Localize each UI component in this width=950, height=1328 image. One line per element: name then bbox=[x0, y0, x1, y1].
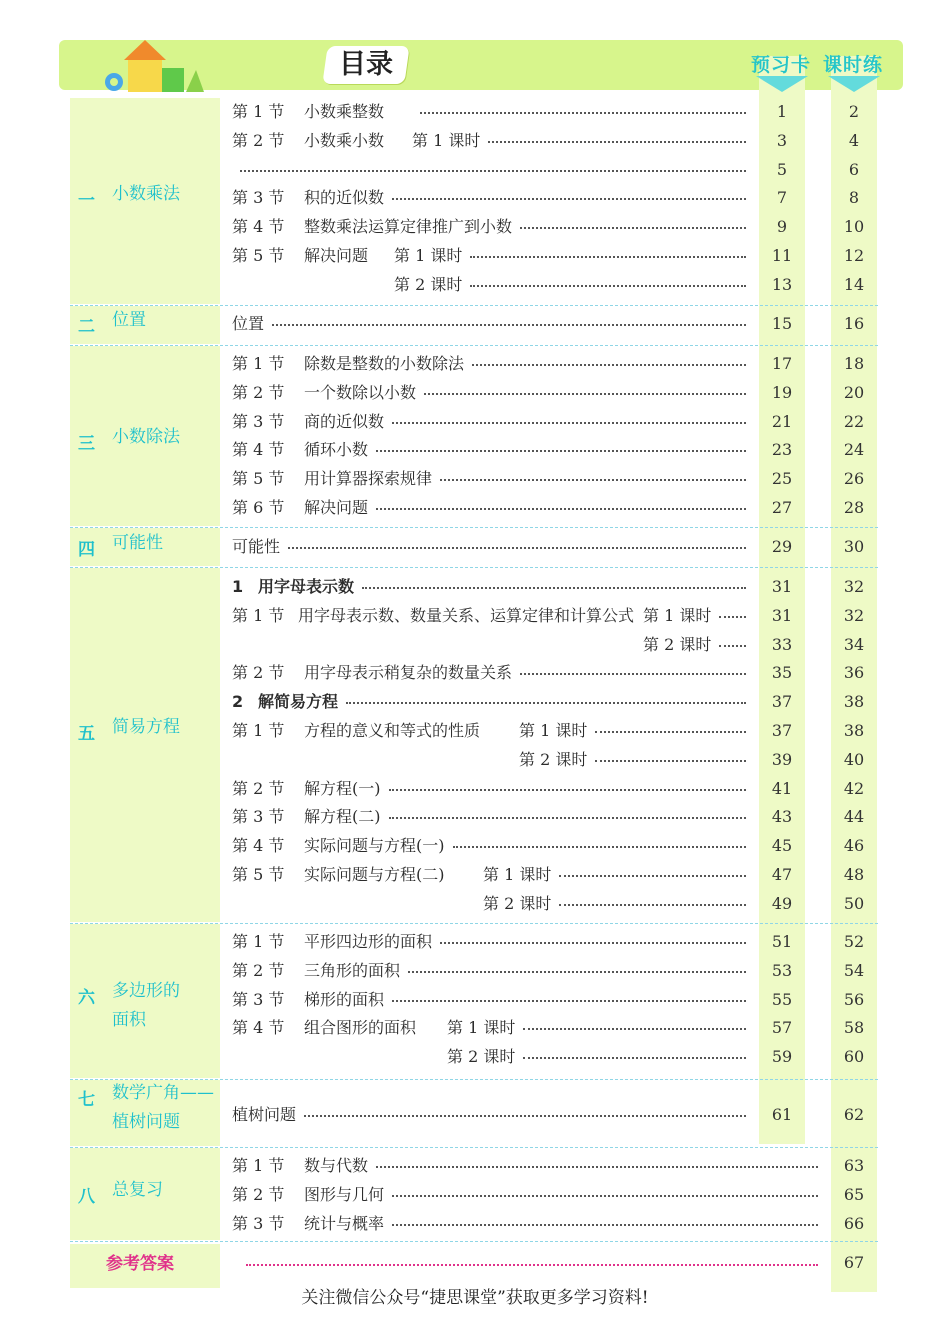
leader-dots bbox=[424, 393, 746, 395]
section-title: 位置 bbox=[232, 314, 265, 333]
leader-dots bbox=[523, 1057, 746, 1059]
practice-page-number: 24 bbox=[843, 440, 865, 460]
toc-row[interactable] bbox=[304, 1181, 818, 1209]
practice-page-number: 14 bbox=[843, 274, 865, 294]
preview-page-number: 49 bbox=[771, 893, 793, 913]
leader-dots bbox=[559, 904, 746, 906]
unit-number: 五 bbox=[78, 724, 95, 744]
section-number: 第 5 节 bbox=[232, 246, 285, 265]
leader-dots bbox=[520, 673, 746, 675]
toc-row[interactable] bbox=[232, 1101, 746, 1129]
toc-row[interactable] bbox=[304, 803, 746, 831]
lesson-label: 第 1 课时 bbox=[643, 605, 712, 625]
section-number: 第 1 节 bbox=[232, 1156, 285, 1175]
leader-dots bbox=[472, 364, 746, 366]
preview-page-number: 29 bbox=[771, 537, 793, 556]
section-number: 第 2 节 bbox=[232, 130, 285, 150]
unit-name[interactable]: 小数乘法 bbox=[112, 184, 180, 204]
leader-dots bbox=[488, 141, 746, 143]
lesson-label: 第 1 课时 bbox=[412, 130, 481, 150]
preview-page-number: 35 bbox=[771, 663, 793, 683]
unit-number: 二 bbox=[78, 317, 95, 337]
leader-dots bbox=[595, 731, 746, 733]
practice-page-number: 4 bbox=[848, 130, 860, 150]
unit-number: 七 bbox=[78, 1090, 95, 1110]
unit-number: 四 bbox=[78, 540, 95, 560]
section-number: 第 3 节 bbox=[232, 807, 285, 827]
toc-row[interactable] bbox=[447, 1014, 746, 1042]
leader-dots bbox=[272, 324, 746, 326]
section-title: 小数乘小数 bbox=[304, 130, 385, 150]
toc-row[interactable] bbox=[304, 213, 746, 241]
section-title: 实际问题与方程(二) bbox=[304, 865, 445, 884]
toc-row[interactable] bbox=[304, 379, 746, 407]
practice-page-number: 36 bbox=[843, 663, 865, 683]
toc-row[interactable] bbox=[483, 890, 746, 918]
toc-row[interactable] bbox=[304, 436, 746, 464]
section-number: 第 3 节 bbox=[232, 411, 285, 431]
toc-row[interactable] bbox=[232, 310, 746, 338]
toc-row[interactable] bbox=[232, 533, 746, 561]
section-number: 第 3 节 bbox=[232, 1213, 285, 1233]
section-title: 用字母表示数、数量关系、运算定律和计算公式 bbox=[298, 605, 635, 625]
leader-dots bbox=[420, 112, 746, 114]
practice-page-number: 34 bbox=[843, 634, 865, 654]
toc-row[interactable] bbox=[304, 986, 746, 1014]
section-number: 第 1 节 bbox=[232, 932, 285, 951]
leader-dots bbox=[520, 227, 746, 229]
unit-number: 六 bbox=[78, 988, 95, 1008]
section-title: 图形与几何 bbox=[304, 1184, 385, 1204]
preview-page-number: 13 bbox=[771, 274, 793, 294]
section-title: 一个数除以小数 bbox=[304, 382, 417, 402]
practice-page-number: 40 bbox=[843, 749, 865, 769]
toc-row[interactable] bbox=[304, 775, 746, 803]
unit-sidebar bbox=[70, 568, 220, 922]
page-title: 目录 bbox=[339, 49, 393, 80]
preview-page-number: 59 bbox=[771, 1047, 793, 1067]
section-title: 整数乘法运算定律推广到小数 bbox=[304, 217, 513, 237]
toc-row[interactable] bbox=[258, 688, 746, 716]
section-number: 第 2 节 bbox=[232, 960, 285, 980]
preview-page-number: 1 bbox=[776, 102, 788, 121]
practice-page-number: 16 bbox=[843, 314, 865, 333]
unit-number: 一 bbox=[78, 191, 95, 211]
lesson-label: 第 2 课时 bbox=[394, 274, 463, 294]
preview-page-number: 43 bbox=[771, 807, 793, 827]
practice-page-number: 56 bbox=[843, 989, 865, 1009]
section-title: 解决问题 bbox=[304, 498, 369, 517]
preview-page-number: 15 bbox=[771, 314, 793, 333]
leader-dots bbox=[346, 702, 746, 704]
unit-name[interactable]: 面积 bbox=[112, 1010, 146, 1030]
preview-page-number: 9 bbox=[776, 217, 788, 237]
section-title: 平形四边形的面积 bbox=[304, 932, 433, 951]
lesson-label: 第 2 课时 bbox=[643, 634, 712, 654]
section-title: 实际问题与方程(一) bbox=[304, 836, 445, 856]
section-title: 解决问题 bbox=[304, 246, 369, 265]
toc-row[interactable] bbox=[304, 494, 746, 522]
practice-page-number: 42 bbox=[843, 778, 865, 798]
unit-name[interactable]: 数学广角—— bbox=[112, 1083, 214, 1103]
leader-dots bbox=[376, 450, 746, 452]
toc-row[interactable] bbox=[258, 573, 746, 601]
practice-page-number: 46 bbox=[843, 836, 865, 856]
toc-row[interactable] bbox=[483, 861, 746, 889]
preview-page-number: 57 bbox=[771, 1018, 793, 1038]
practice-page-number: 38 bbox=[843, 692, 865, 712]
toc-row[interactable] bbox=[304, 465, 746, 493]
section-number: 第 6 节 bbox=[232, 498, 285, 517]
section-title: 组合图形的面积 bbox=[304, 1018, 417, 1038]
toc-row[interactable] bbox=[447, 1043, 746, 1071]
preview-page-number: 7 bbox=[776, 188, 788, 208]
section-number: 第 3 节 bbox=[232, 989, 285, 1009]
toc-row[interactable] bbox=[394, 242, 746, 270]
leader-dots bbox=[362, 587, 746, 589]
leader-dots bbox=[719, 645, 746, 647]
section-title: 用字母表示数 bbox=[258, 577, 355, 596]
lesson-label: 第 1 课时 bbox=[394, 246, 463, 265]
practice-page-number: 54 bbox=[843, 960, 865, 980]
preview-page-number: 31 bbox=[771, 577, 793, 596]
practice-page-number: 60 bbox=[843, 1047, 865, 1067]
toc-row[interactable] bbox=[519, 717, 746, 745]
toc-row[interactable] bbox=[643, 602, 746, 630]
unit-name[interactable]: 小数除法 bbox=[112, 427, 180, 447]
unit-name[interactable]: 可能性 bbox=[112, 533, 163, 553]
preview-page-number: 47 bbox=[771, 865, 793, 884]
practice-page-number: 66 bbox=[843, 1213, 865, 1233]
section-number: 1 bbox=[232, 577, 244, 596]
section-title: 植树问题 bbox=[232, 1105, 297, 1124]
practice-page-number: 62 bbox=[843, 1105, 865, 1124]
toc-row[interactable] bbox=[232, 156, 746, 184]
section-title: 可能性 bbox=[232, 537, 281, 556]
section-number: 第 1 节 bbox=[232, 605, 285, 625]
preview-page-number: 31 bbox=[771, 605, 793, 625]
practice-page-number: 10 bbox=[843, 217, 865, 237]
preview-page-number: 19 bbox=[771, 382, 793, 402]
practice-page-number: 2 bbox=[848, 102, 860, 121]
preview-page-number: 11 bbox=[771, 246, 793, 265]
section-title: 商的近似数 bbox=[304, 411, 385, 431]
preview-page-number: 55 bbox=[771, 989, 793, 1009]
section-number: 第 2 节 bbox=[232, 382, 285, 402]
practice-page-number: 50 bbox=[843, 893, 865, 913]
practice-page-number: 20 bbox=[843, 382, 865, 402]
toc-row[interactable] bbox=[304, 408, 746, 436]
practice-page-number: 32 bbox=[843, 577, 865, 596]
section-number: 第 1 节 bbox=[232, 354, 285, 373]
leader-dots bbox=[392, 198, 746, 200]
section-title: 梯形的面积 bbox=[304, 989, 385, 1009]
preview-page-number: 17 bbox=[771, 354, 793, 373]
section-title: 数与代数 bbox=[304, 1156, 369, 1175]
toc-row[interactable] bbox=[304, 928, 746, 956]
leader-dots bbox=[392, 1224, 818, 1226]
toc-row[interactable] bbox=[304, 957, 746, 985]
practice-arrow-icon bbox=[828, 76, 880, 92]
unit-name[interactable]: 植树问题 bbox=[112, 1112, 180, 1132]
leader-dots bbox=[470, 285, 746, 287]
practice-page-number: 6 bbox=[848, 159, 860, 179]
lesson-label: 第 1 课时 bbox=[447, 1018, 516, 1038]
preview-page-number: 45 bbox=[771, 836, 793, 856]
toc-row[interactable] bbox=[394, 271, 746, 299]
section-title: 用计算器探索规律 bbox=[304, 469, 433, 489]
practice-page-number: 30 bbox=[843, 537, 865, 556]
section-title: 解简易方程 bbox=[258, 692, 339, 712]
section-divider bbox=[70, 1241, 878, 1242]
leader-dots bbox=[392, 1195, 818, 1197]
toy-blocks-logo bbox=[100, 40, 205, 92]
leader-dots bbox=[392, 422, 746, 424]
leader-dots bbox=[440, 942, 746, 944]
section-number: 第 3 节 bbox=[232, 188, 285, 208]
lesson-label: 第 2 课时 bbox=[483, 893, 552, 913]
leader-dots bbox=[408, 971, 746, 973]
preview-page-number: 41 bbox=[771, 778, 793, 798]
practice-page-number: 65 bbox=[843, 1184, 865, 1204]
toc-row[interactable] bbox=[412, 127, 746, 155]
answers-leader-dots bbox=[246, 1264, 818, 1266]
section-number: 第 4 节 bbox=[232, 1018, 285, 1038]
preview-page-number: 3 bbox=[776, 130, 788, 150]
section-title: 积的近似数 bbox=[304, 188, 385, 208]
preview-page-number: 53 bbox=[771, 960, 793, 980]
section-title: 解方程(二) bbox=[304, 807, 381, 827]
practice-page-number: 38 bbox=[843, 721, 865, 740]
answers-page-number: 67 bbox=[843, 1253, 865, 1272]
preview-page-number: 51 bbox=[771, 932, 793, 951]
section-title: 循环小数 bbox=[304, 440, 369, 460]
section-title: 小数乘整数 bbox=[304, 102, 385, 121]
section-number: 第 4 节 bbox=[232, 836, 285, 856]
preview-page-number: 37 bbox=[771, 692, 793, 712]
preview-page-number: 27 bbox=[771, 498, 793, 517]
leader-dots bbox=[559, 875, 746, 877]
practice-page-number: 12 bbox=[843, 246, 865, 265]
section-title: 统计与概率 bbox=[304, 1213, 385, 1233]
preview-page-number: 23 bbox=[771, 440, 793, 460]
section-title: 方程的意义和等式的性质 bbox=[304, 721, 481, 740]
section-number: 第 2 节 bbox=[232, 663, 285, 683]
section-number: 第 4 节 bbox=[232, 440, 285, 460]
lesson-practice-label: 课时练 bbox=[823, 54, 884, 76]
section-number: 第 1 节 bbox=[232, 102, 285, 121]
practice-page-number: 32 bbox=[843, 605, 865, 625]
practice-page-number: 26 bbox=[843, 469, 865, 489]
leader-dots bbox=[523, 1028, 746, 1030]
practice-page-number: 28 bbox=[843, 498, 865, 517]
practice-page-number: 63 bbox=[843, 1156, 865, 1175]
toc-row[interactable] bbox=[304, 1152, 818, 1180]
practice-page-number: 8 bbox=[848, 188, 860, 208]
practice-page-number: 44 bbox=[843, 807, 865, 827]
leader-dots bbox=[304, 1115, 746, 1117]
preview-card-label: 预习卡 bbox=[751, 54, 812, 76]
unit-name[interactable]: 位置 bbox=[112, 310, 146, 330]
section-title: 除数是整数的小数除法 bbox=[304, 354, 465, 373]
unit-name[interactable]: 总复习 bbox=[112, 1180, 163, 1200]
section-title: 三角形的面积 bbox=[304, 960, 401, 980]
lesson-label: 第 1 课时 bbox=[483, 865, 552, 884]
practice-page-number: 22 bbox=[843, 411, 865, 431]
lesson-label: 第 1 课时 bbox=[519, 721, 588, 740]
practice-page-number: 58 bbox=[843, 1018, 865, 1038]
toc-row[interactable] bbox=[304, 832, 746, 860]
leader-dots bbox=[240, 170, 746, 172]
unit-number: 八 bbox=[78, 1187, 95, 1207]
toc-row[interactable] bbox=[643, 631, 746, 659]
toc-row[interactable] bbox=[304, 659, 746, 687]
leader-dots bbox=[719, 616, 746, 618]
leader-dots bbox=[389, 817, 747, 819]
preview-page-number: 37 bbox=[771, 721, 793, 740]
unit-number: 三 bbox=[78, 434, 95, 454]
practice-page-number: 48 bbox=[843, 865, 865, 884]
preview-page-number: 61 bbox=[771, 1105, 793, 1124]
preview-arrow-icon bbox=[756, 76, 808, 92]
section-number: 第 5 节 bbox=[232, 865, 285, 884]
section-number: 第 1 节 bbox=[232, 721, 285, 740]
leader-dots bbox=[288, 547, 746, 549]
leader-dots bbox=[376, 1166, 818, 1168]
toc-row[interactable] bbox=[304, 350, 746, 378]
leader-dots bbox=[389, 789, 747, 791]
toc-row[interactable] bbox=[412, 98, 746, 126]
lesson-label: 第 2 课时 bbox=[519, 749, 588, 769]
toc-row[interactable] bbox=[304, 1210, 818, 1238]
leader-dots bbox=[376, 508, 746, 510]
section-title: 用字母表示稍复杂的数量关系 bbox=[304, 663, 513, 683]
section-number: 第 5 节 bbox=[232, 469, 285, 489]
practice-page-number: 18 bbox=[843, 354, 865, 373]
leader-dots bbox=[392, 1000, 746, 1002]
preview-page-number: 39 bbox=[771, 749, 793, 769]
lesson-label: 第 2 课时 bbox=[447, 1047, 516, 1067]
leader-dots bbox=[595, 760, 746, 762]
preview-page-number: 5 bbox=[776, 159, 788, 179]
section-number: 第 2 节 bbox=[232, 1184, 285, 1204]
section-number: 第 4 节 bbox=[232, 217, 285, 237]
unit-name[interactable]: 简易方程 bbox=[112, 717, 180, 737]
preview-page-number: 21 bbox=[771, 411, 793, 431]
preview-page-number: 25 bbox=[771, 469, 793, 489]
footer-note: 关注微信公众号“捷思课堂”获取更多学习资料! bbox=[301, 1288, 649, 1308]
section-number: 第 2 节 bbox=[232, 778, 285, 798]
practice-page-number: 52 bbox=[843, 932, 865, 951]
toc-row[interactable] bbox=[519, 746, 746, 774]
leader-dots bbox=[470, 256, 746, 258]
leader-dots bbox=[440, 479, 746, 481]
answers-label[interactable]: 参考答案 bbox=[106, 1254, 174, 1274]
section-number: 2 bbox=[232, 692, 244, 712]
preview-page-number: 33 bbox=[771, 634, 793, 654]
unit-name[interactable]: 多边形的 bbox=[112, 981, 180, 1001]
toc-row[interactable] bbox=[304, 184, 746, 212]
section-title: 解方程(一) bbox=[304, 778, 381, 798]
leader-dots bbox=[453, 846, 747, 848]
